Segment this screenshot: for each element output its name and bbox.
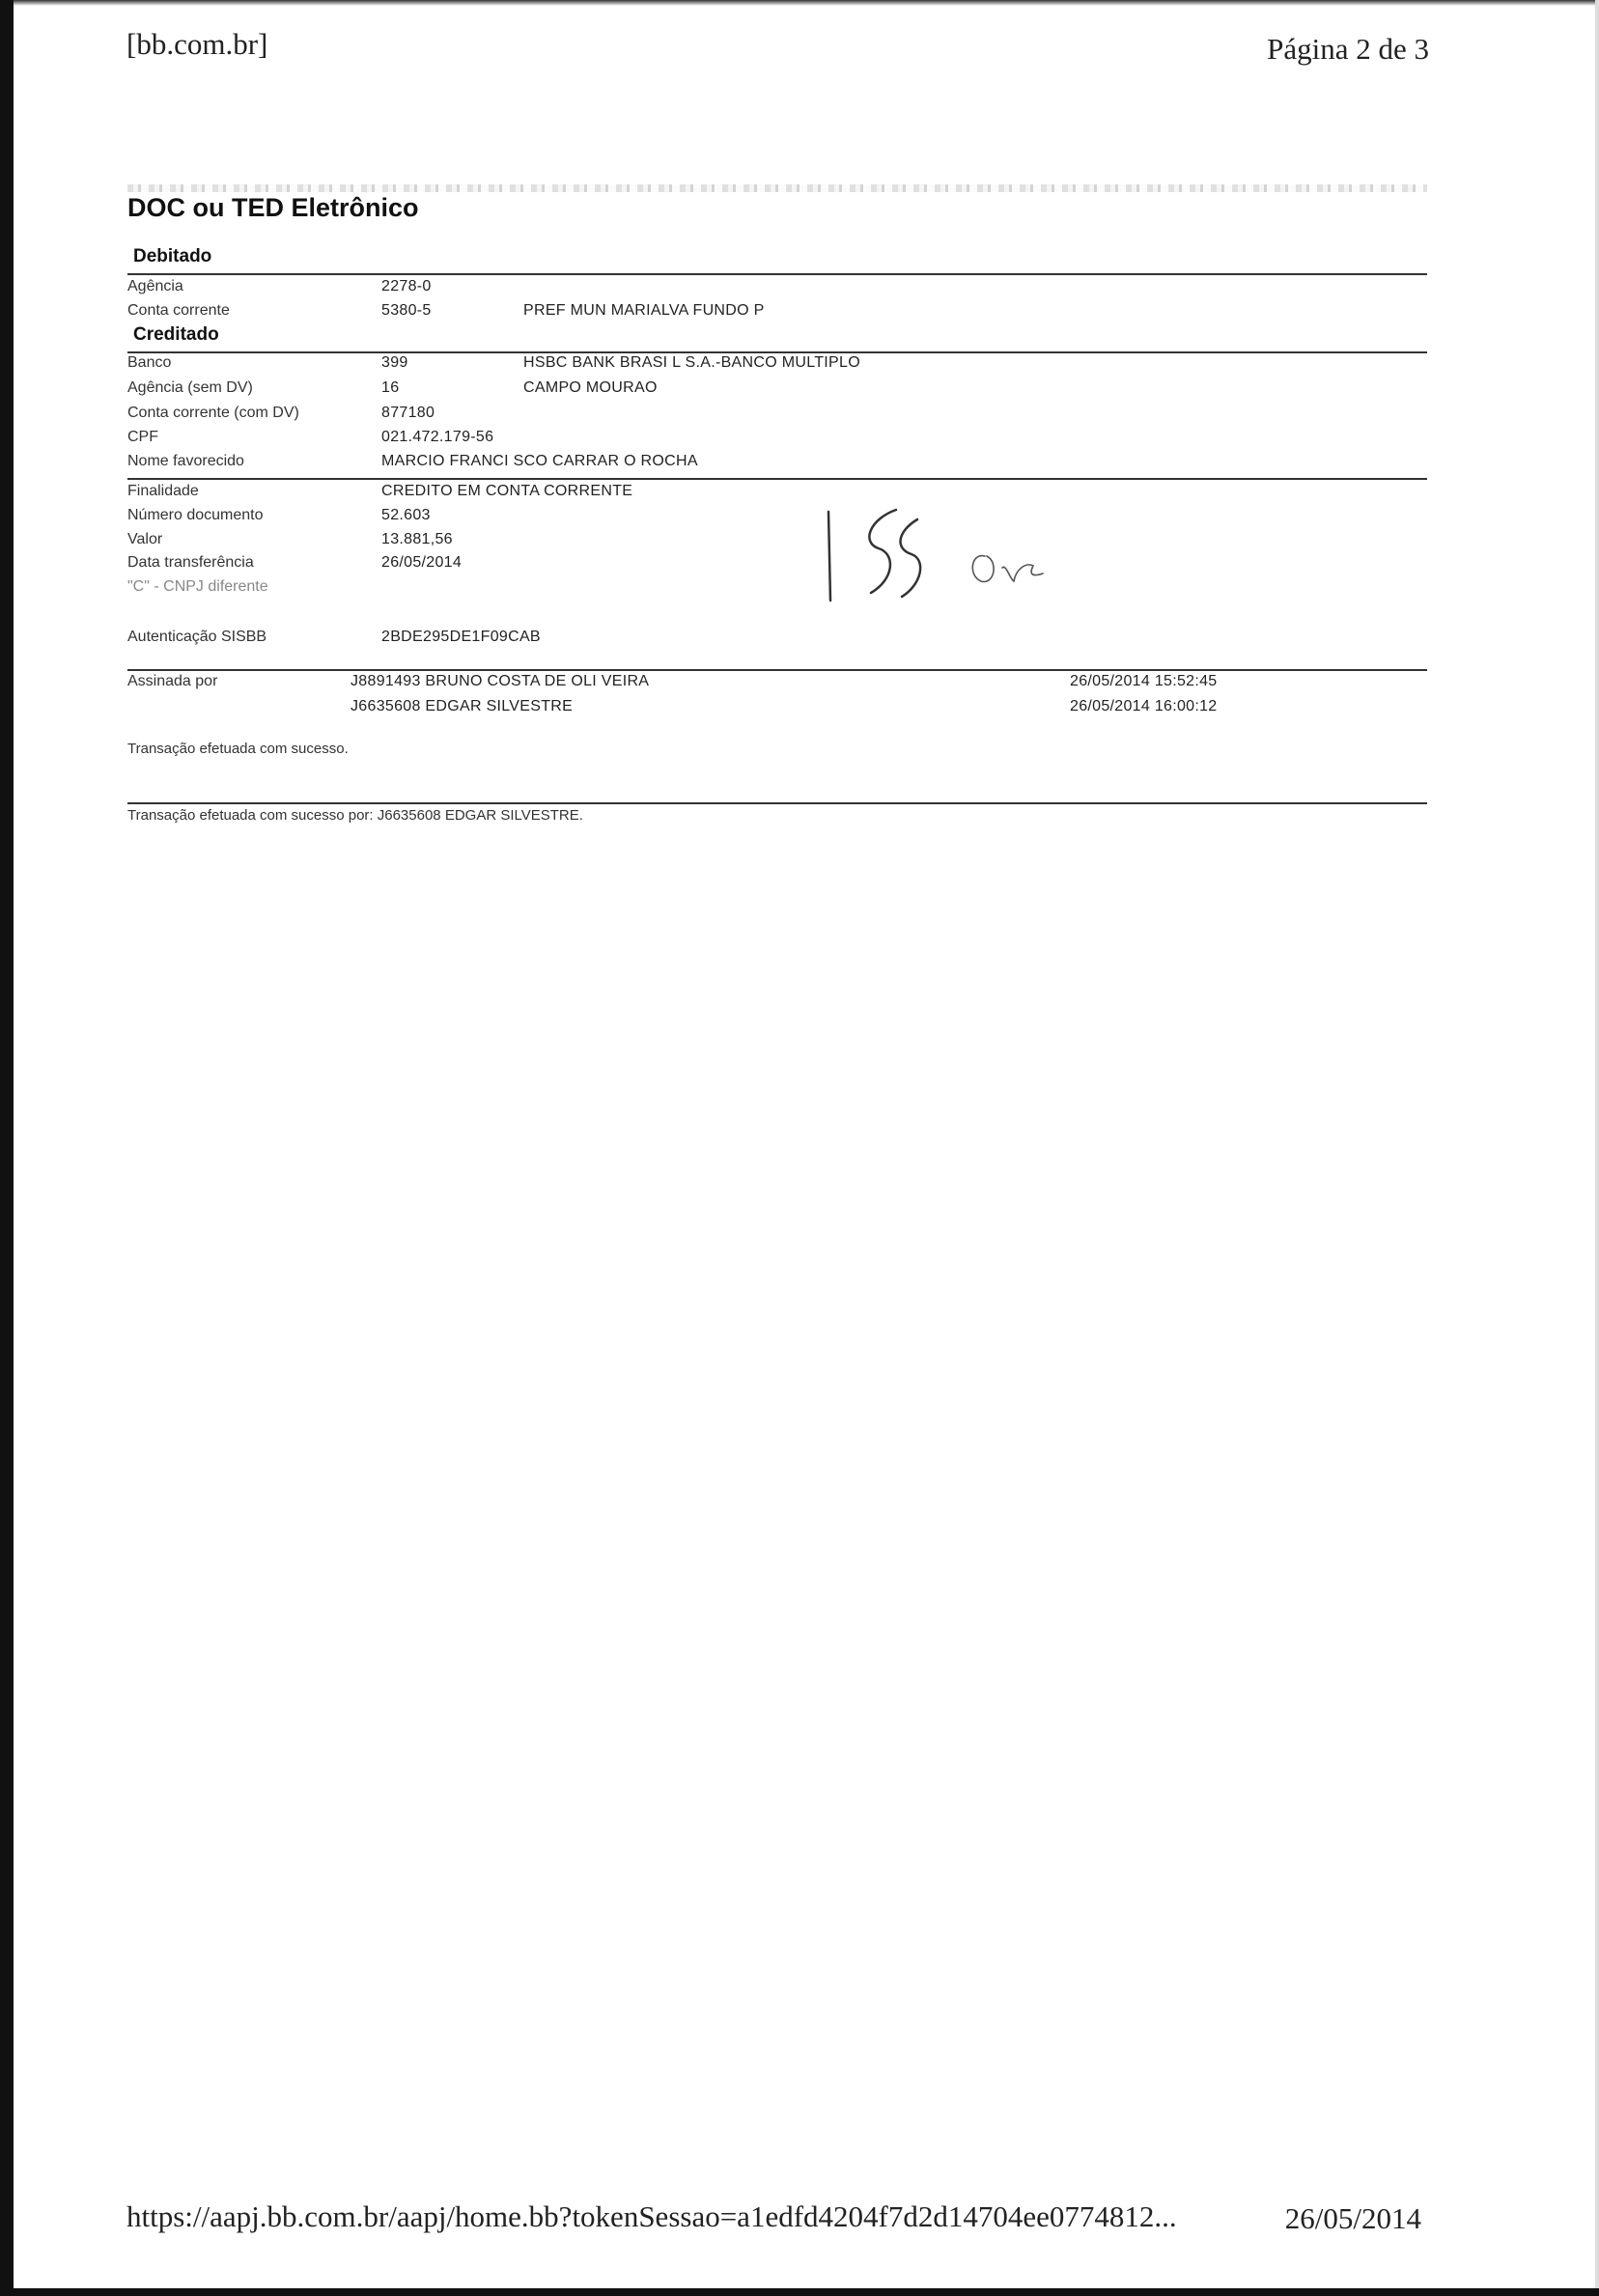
page-title: DOC ou TED Eletrônico <box>127 193 419 222</box>
autenticacao-value: 2BDE295DE1F09CAB <box>381 629 541 645</box>
scan-edge-right <box>1595 0 1599 2296</box>
signer-2-timestamp: 26/05/2014 16:00:12 <box>1070 698 1218 714</box>
valor-label: Valor <box>127 531 163 547</box>
status-message: Transação efetuada com sucesso. <box>127 741 349 757</box>
valor-value: 13.881,56 <box>381 531 453 547</box>
print-header-page: Página 2 de 3 <box>1267 32 1429 66</box>
finalidade-value: CREDITO EM CONTA CORRENTE <box>381 483 633 499</box>
creditado-favorecido-value: MARCIO FRANCI SCO CARRAR O ROCHA <box>381 453 698 469</box>
debitado-heading: Debitado <box>133 246 212 266</box>
signer-1: J8891493 BRUNO COSTA DE OLI VEIRA <box>351 673 650 689</box>
scan-edge-top <box>0 0 1599 6</box>
creditado-banco-name: HSBC BANK BRASI L S.A.-BANCO MULTIPLO <box>523 354 860 371</box>
print-footer-date: 26/05/2014 <box>1284 2201 1421 2235</box>
creditado-conta-label: Conta corrente (com DV) <box>127 405 299 421</box>
signer-2: J6635608 EDGAR SILVESTRE <box>351 698 574 714</box>
creditado-banco-value: 399 <box>381 354 408 371</box>
cnpj-diferente-label: "C" - CNPJ diferente <box>127 578 268 595</box>
signer-1-timestamp: 26/05/2014 15:52:45 <box>1070 673 1218 689</box>
creditado-rule <box>127 351 1427 353</box>
numero-documento-value: 52.603 <box>381 507 431 523</box>
autenticacao-label: Autenticação SISBB <box>127 629 267 645</box>
debitado-conta-value: 5380-5 <box>381 302 432 319</box>
creditado-agencia-value: 16 <box>381 379 400 396</box>
finalidade-label: Finalidade <box>127 483 199 499</box>
final-rule <box>127 802 1427 804</box>
creditado-banco-label: Banco <box>127 354 172 371</box>
scan-edge-left <box>0 0 14 2296</box>
debitado-conta-label: Conta corrente <box>127 302 230 319</box>
creditado-favorecido-label: Nome favorecido <box>127 453 244 469</box>
final-message: Transação efetuada com sucesso por: J6635608 EDGAR SILVESTRE. <box>127 807 583 824</box>
creditado-conta-value: 877180 <box>381 405 435 421</box>
debitado-rule <box>127 273 1427 275</box>
debitado-conta-name: PREF MUN MARIALVA FUNDO P <box>523 302 765 319</box>
creditado-agencia-name: CAMPO MOURAO <box>523 379 658 396</box>
scan-edge-bottom <box>0 2288 1599 2296</box>
debitado-agencia-label: Agência <box>127 278 183 294</box>
transfer-rule <box>127 478 1427 480</box>
signatures-rule <box>127 669 1427 671</box>
creditado-cpf-value: 021.472.179-56 <box>381 429 494 445</box>
creditado-cpf-label: CPF <box>127 429 158 445</box>
creditado-heading: Creditado <box>133 324 219 345</box>
handwritten-annotation <box>801 492 1101 618</box>
assinada-por-label: Assinada por <box>127 673 218 689</box>
data-transferencia-label: Data transferência <box>127 554 254 571</box>
scan-noise-strip <box>127 184 1427 192</box>
numero-documento-label: Número documento <box>127 507 264 523</box>
print-header-site: [bb.com.br] <box>126 27 268 61</box>
data-transferencia-value: 26/05/2014 <box>381 554 463 571</box>
debitado-agencia-value: 2278-0 <box>381 278 432 294</box>
print-footer-url: https://aapj.bb.com.br/aapj/home.bb?tokenSessao=a1edfd4204f7d2d14704ee0774812... <box>126 2199 1177 2233</box>
creditado-agencia-label: Agência (sem DV) <box>127 379 253 396</box>
